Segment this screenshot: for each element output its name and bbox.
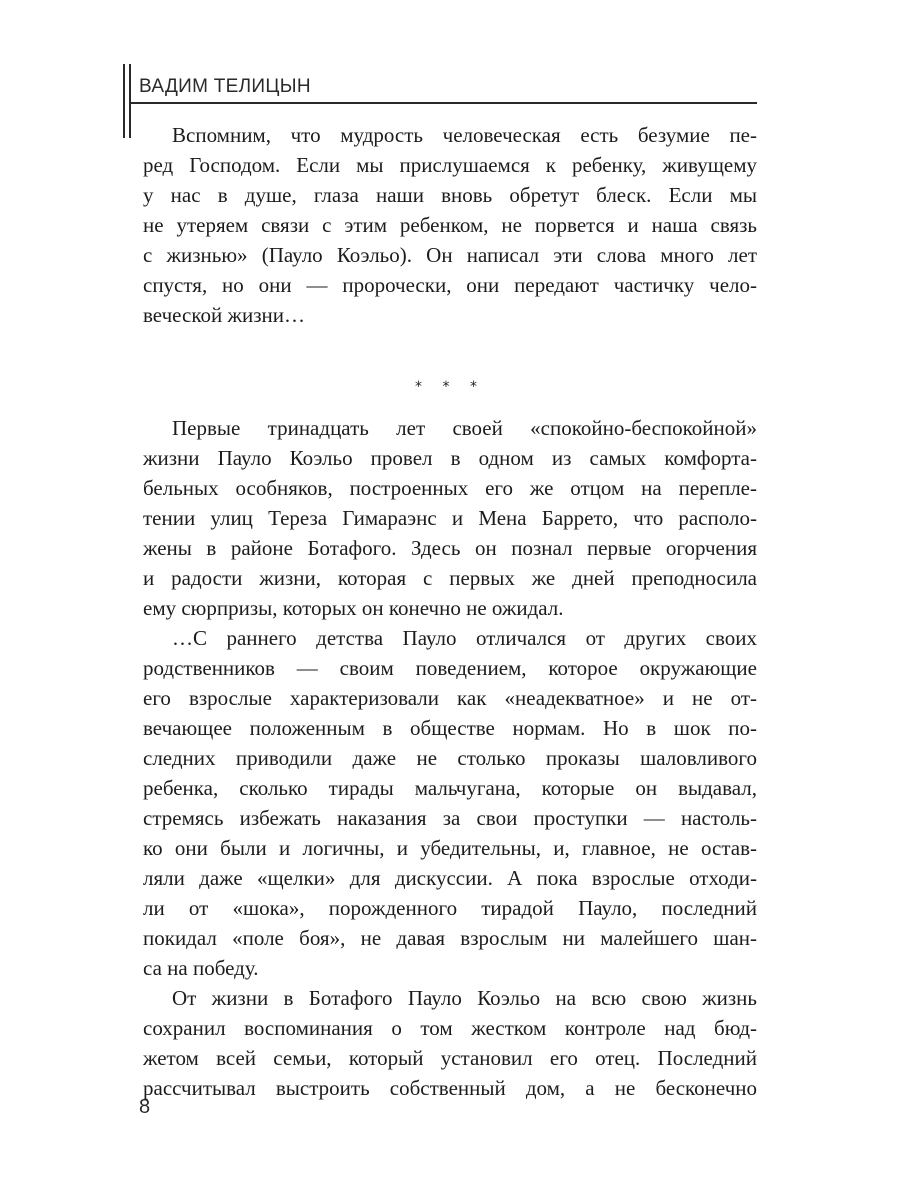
text-line: и радости жизни, которая с первых же дней преподносила <box>143 566 757 590</box>
page-number: 8 <box>139 1096 151 1118</box>
text-line: не утеряем связи с этим ребенком, не порвется и наша связь <box>143 213 757 237</box>
text-line: его взрослые характеризовали как «неадекватное» и не от- <box>143 686 757 710</box>
text-line: …С раннего детства Пауло отличался от других своих <box>172 626 757 650</box>
text-line: Вспомним, что мудрость человеческая есть безумие пе- <box>172 123 757 147</box>
text-line: ли от «шока», порожденного тирадой Пауло, последний <box>143 896 757 920</box>
text-line: са на победу. <box>143 956 259 980</box>
text-line: ред Господом. Если мы прислушаемся к ребенку, живущему <box>143 153 757 177</box>
text-line: Первые тринадцать лет своей «спокойно-беспокойной» <box>172 416 757 440</box>
text-line: сохранил воспоминания о том жестком контроле над бюд- <box>143 1016 757 1040</box>
text-line: тении улиц Тереза Гимараэнс и Мена Баррето, что располо- <box>143 506 757 530</box>
text-line: рассчитывал выстроить собственный дом, а не бесконечно <box>143 1076 757 1100</box>
text-line: ко они были и логичны, и убедительны, и, главное, не остав- <box>143 836 757 860</box>
text-line: следних приводили даже не столько проказы шаловливого <box>143 746 757 770</box>
text-line: жетом всей семьи, который установил его отец. Последний <box>143 1046 757 1070</box>
text-line: родственников — своим поведением, которое окружающие <box>143 656 757 680</box>
text-line: с жизнью» (Пауло Коэльо). Он написал эти слова много лет <box>143 243 757 267</box>
text-line: спустя, но они — пророчески, они передают частичку чело- <box>143 273 757 297</box>
text-line: ляли даже «щелки» для дискуссии. А пока взрослые отходи- <box>143 866 757 890</box>
text-line: у нас в душе, глаза наши вновь обретут блеск. Если мы <box>143 183 757 207</box>
text-line: ребенка, сколько тирады мальчугана, которые он выдавал, <box>143 776 757 800</box>
text-line: От жизни в Ботафого Пауло Коэльо на всю свою жизнь <box>172 986 757 1010</box>
text-line: вечающее положенным в обществе нормам. Но в шок по- <box>143 716 757 740</box>
section-separator: * * * <box>415 379 485 395</box>
text-line: жены в районе Ботафого. Здесь он познал первые огорчения <box>143 536 757 560</box>
text-line: веческой жизни… <box>143 303 305 327</box>
text-line: жизни Пауло Коэльо провел в одном из самых комфорта- <box>143 446 757 470</box>
text-line: ему сюрпризы, которых он конечно не ожидал. <box>143 596 564 620</box>
text-line: бельных особняков, построенных его же отцом на перепле- <box>143 476 757 500</box>
text-line: стремясь избежать наказания за свои проступки — настоль- <box>143 806 757 830</box>
running-head-author: ВАДИМ ТЕЛИЦЫН <box>139 76 311 97</box>
text-line: покидал «поле боя», не давая взрослым ни малейшего шан- <box>143 926 757 950</box>
